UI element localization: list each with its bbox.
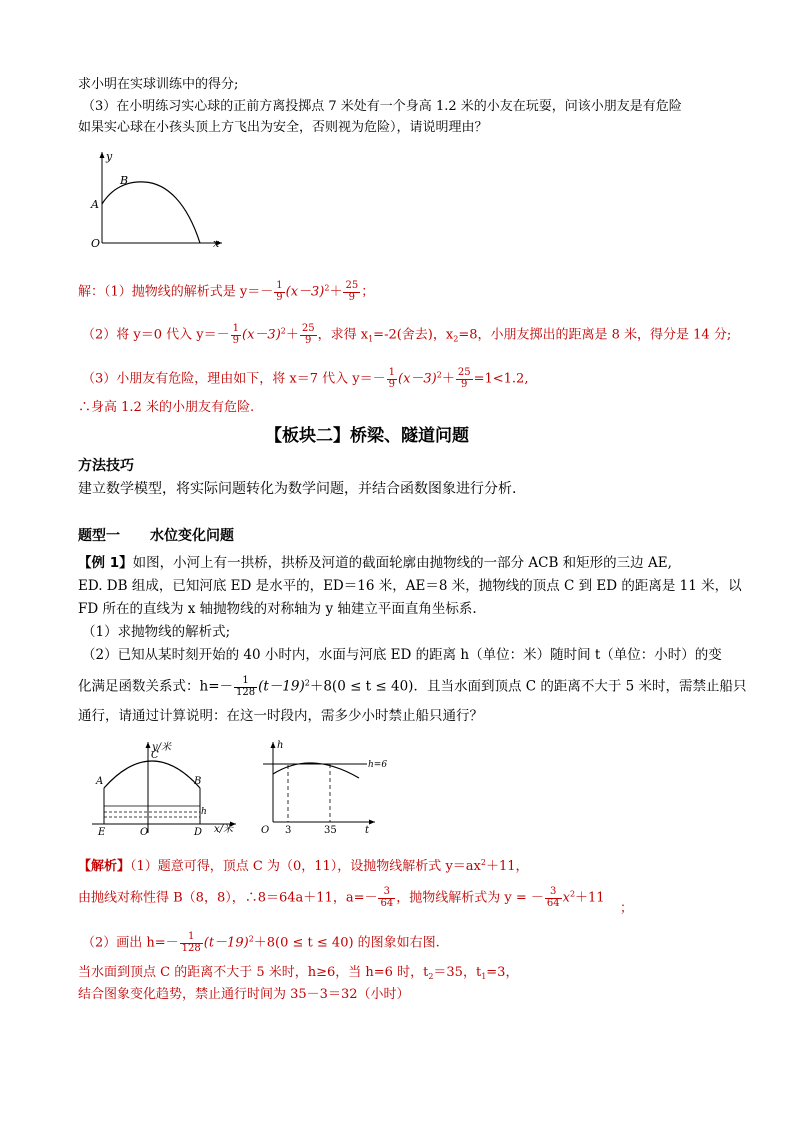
analysis-tag: 【解析】 bbox=[78, 859, 131, 874]
example-line3: FD 所在的直线为 x 轴抛物线的对称轴为 y 轴建立平面直角坐标系. bbox=[78, 601, 477, 617]
q2b-fraction: $\frac{1}{128}$ bbox=[236, 675, 256, 698]
example-q1: （1）求抛物线的解析式; bbox=[82, 624, 231, 640]
parabola-curve bbox=[102, 182, 200, 243]
origin-label: O bbox=[140, 827, 149, 838]
point-b-label: B bbox=[120, 174, 129, 187]
s2-fraction: $\frac{1}{9}$ bbox=[232, 323, 240, 346]
analysis-line2: 由抛线对称性得 B（8，8），∴8＝64a＋11，a=－ $\frac{3}{64}$ ，抛物线解析式为 y = － $\frac{3}{64}$ $x^2+11$ bbox=[78, 886, 605, 909]
solution-line-1: 解：（1）抛物线的解析式是 y＝－ $\frac{1}{9}$ $(x-3)^2+$ $\frac{25}{9}$ ； bbox=[78, 280, 375, 303]
y-axis-arrow-icon bbox=[146, 742, 151, 748]
solution-line-4: ∴身高 1.2 米的小朋友有危险. bbox=[78, 400, 255, 415]
s2-fraction-2: $\frac{25}{9}$ bbox=[301, 323, 315, 346]
tick-3: 3 bbox=[285, 825, 292, 836]
point-e-label: E bbox=[98, 827, 106, 838]
example-line1: 【例 1】如图，小河上有一拱桥，拱桥及河道的截面轮廓由抛物线的一部分 ACB 和矩形的三边 AE, bbox=[78, 555, 672, 571]
point-a-label: A bbox=[96, 776, 104, 787]
point-c-label: C bbox=[151, 750, 159, 761]
x-axis-label: x/米 bbox=[214, 824, 234, 835]
l2-fraction: $\frac{3}{64}$ bbox=[380, 886, 394, 909]
solution-line-3: （3）小朋友有危险，理由如下，将 x＝7 代入 y＝－ $\frac{1}{9}$ $(x-3)^2+$ $\frac{25}{9}$ =1<1.2, bbox=[82, 367, 529, 390]
analysis-line5: 结合图象变化趋势，禁止通行时间为 35－3＝32（小时） bbox=[78, 987, 410, 1002]
analysis-line2-semicolon: ； bbox=[620, 901, 634, 916]
example-q2c: 通行，请通过计算说明：在这一时段内，需多少小时禁止船只通行？ bbox=[78, 708, 483, 724]
y-axis-label: y/米 bbox=[152, 742, 172, 753]
bridge-graph bbox=[88, 738, 248, 840]
type-label: 题型一 bbox=[78, 528, 120, 544]
method-text: 建立数学模型，将实际问题转化为数学问题，并结合函数图象进行分析. bbox=[78, 481, 517, 497]
point-d-label: D bbox=[194, 827, 203, 838]
point-a-label: A bbox=[91, 198, 99, 211]
example-q2b: 化满足函数关系式：h=－ $\frac{1}{128}$ $(t-19)^2+8(0 \le t \le 40)$．且当水面到顶点 C 的距离不大于 5 米时，需禁止船只 bbox=[78, 675, 747, 698]
origin-label: O bbox=[261, 825, 270, 836]
example-tag: 【例 1】 bbox=[78, 555, 133, 571]
method-heading: 方法技巧 bbox=[78, 458, 134, 474]
s1-fraction-2: $\frac{25}{9}$ bbox=[345, 280, 359, 303]
t-axis-label: t bbox=[365, 825, 370, 836]
analysis-line3: （2）画出 h=－ $\frac{1}{128}$ $(t-19)^2+8(0 \le t \le 40)$ 的图象如右图. bbox=[82, 931, 440, 954]
q3-line2: （3）在小明练习实心球的正前方离投掷点 7 米处有一个身高 1.2 米的小友在玩耍，问该小朋友是有危险 bbox=[82, 99, 682, 114]
l2-fraction-2: $\frac{3}{64}$ bbox=[546, 886, 560, 909]
h-axis-label: h bbox=[277, 740, 284, 751]
l3-fraction: $\frac{1}{128}$ bbox=[181, 931, 201, 954]
origin-label: O bbox=[91, 237, 101, 250]
y-axis-arrow-icon bbox=[100, 152, 105, 158]
example-line2: ED. DB 组成，已知河底 ED 是水平的，ED＝16 米，AE＝8 米，抛物线的顶点 C 到 ED 的距离是 11 米，以 bbox=[78, 578, 742, 594]
h6-label: h=6 bbox=[368, 760, 388, 770]
s2-prefix: （2）将 y＝0 代入 y＝－ bbox=[82, 327, 230, 343]
example-q2a: （2）已知从某时刻开始的 40 小时内，水面与河底 ED 的距离 h（单位：米）随时间 t（单位：小时）的变 bbox=[82, 647, 722, 663]
type-title: 水位变化问题 bbox=[150, 528, 234, 544]
h-t-graph bbox=[255, 736, 395, 840]
t-axis-arrow-icon bbox=[369, 820, 375, 825]
s1-fraction: $\frac{1}{9}$ bbox=[276, 280, 283, 303]
s3-prefix: （3）小朋友有危险，理由如下，将 x＝7 代入 y＝－ bbox=[82, 371, 386, 387]
s3-fraction: $\frac{1}{9}$ bbox=[388, 367, 395, 390]
analysis-line1: 【解析】（1）题意可得，顶点 C 为（0，11），设抛物线解析式 $y=ax^2+11$， bbox=[78, 858, 529, 874]
tick-35: 35 bbox=[324, 825, 337, 836]
s1-prefix: 解：（1）抛物线的解析式是 y＝－ bbox=[78, 284, 274, 300]
analysis-line4: 当水面到顶点 C 的距离不大于 5 米时，h≥6，当 h=6 时，$t_2=35$，$t_1=3$， bbox=[78, 965, 519, 981]
q3-line3: 如果实心球在小孩头顶上方飞出为安全，否则视为危险），请说明理由？ bbox=[78, 120, 488, 135]
q3-line1: 求小明在实球训练中的得分; bbox=[78, 77, 239, 92]
y-axis-label: y bbox=[106, 150, 113, 163]
parabola-graph-1 bbox=[82, 148, 232, 253]
solution-line-2: （2）将 y＝0 代入 y＝－ $\frac{1}{9}$ $(x-3)^2+$ $\frac{25}{9}$ ，求得 $x_1=-2$(舍去)，$x_2=8$，小朋友掷出的距离是 8 米，得分是 14 分; bbox=[82, 323, 732, 346]
h-curve bbox=[273, 763, 359, 778]
h-axis-arrow-icon bbox=[271, 742, 276, 748]
h-label: h bbox=[201, 807, 207, 817]
s1-mid: (x－3) bbox=[285, 284, 325, 300]
s3-fraction-2: $\frac{25}{9}$ bbox=[457, 367, 471, 390]
x-axis-label: x bbox=[213, 237, 220, 250]
point-b-label: B bbox=[194, 776, 202, 787]
bridge-arch bbox=[104, 761, 200, 788]
section-title: 【板块二】桥梁、隧道问题 bbox=[265, 426, 469, 446]
